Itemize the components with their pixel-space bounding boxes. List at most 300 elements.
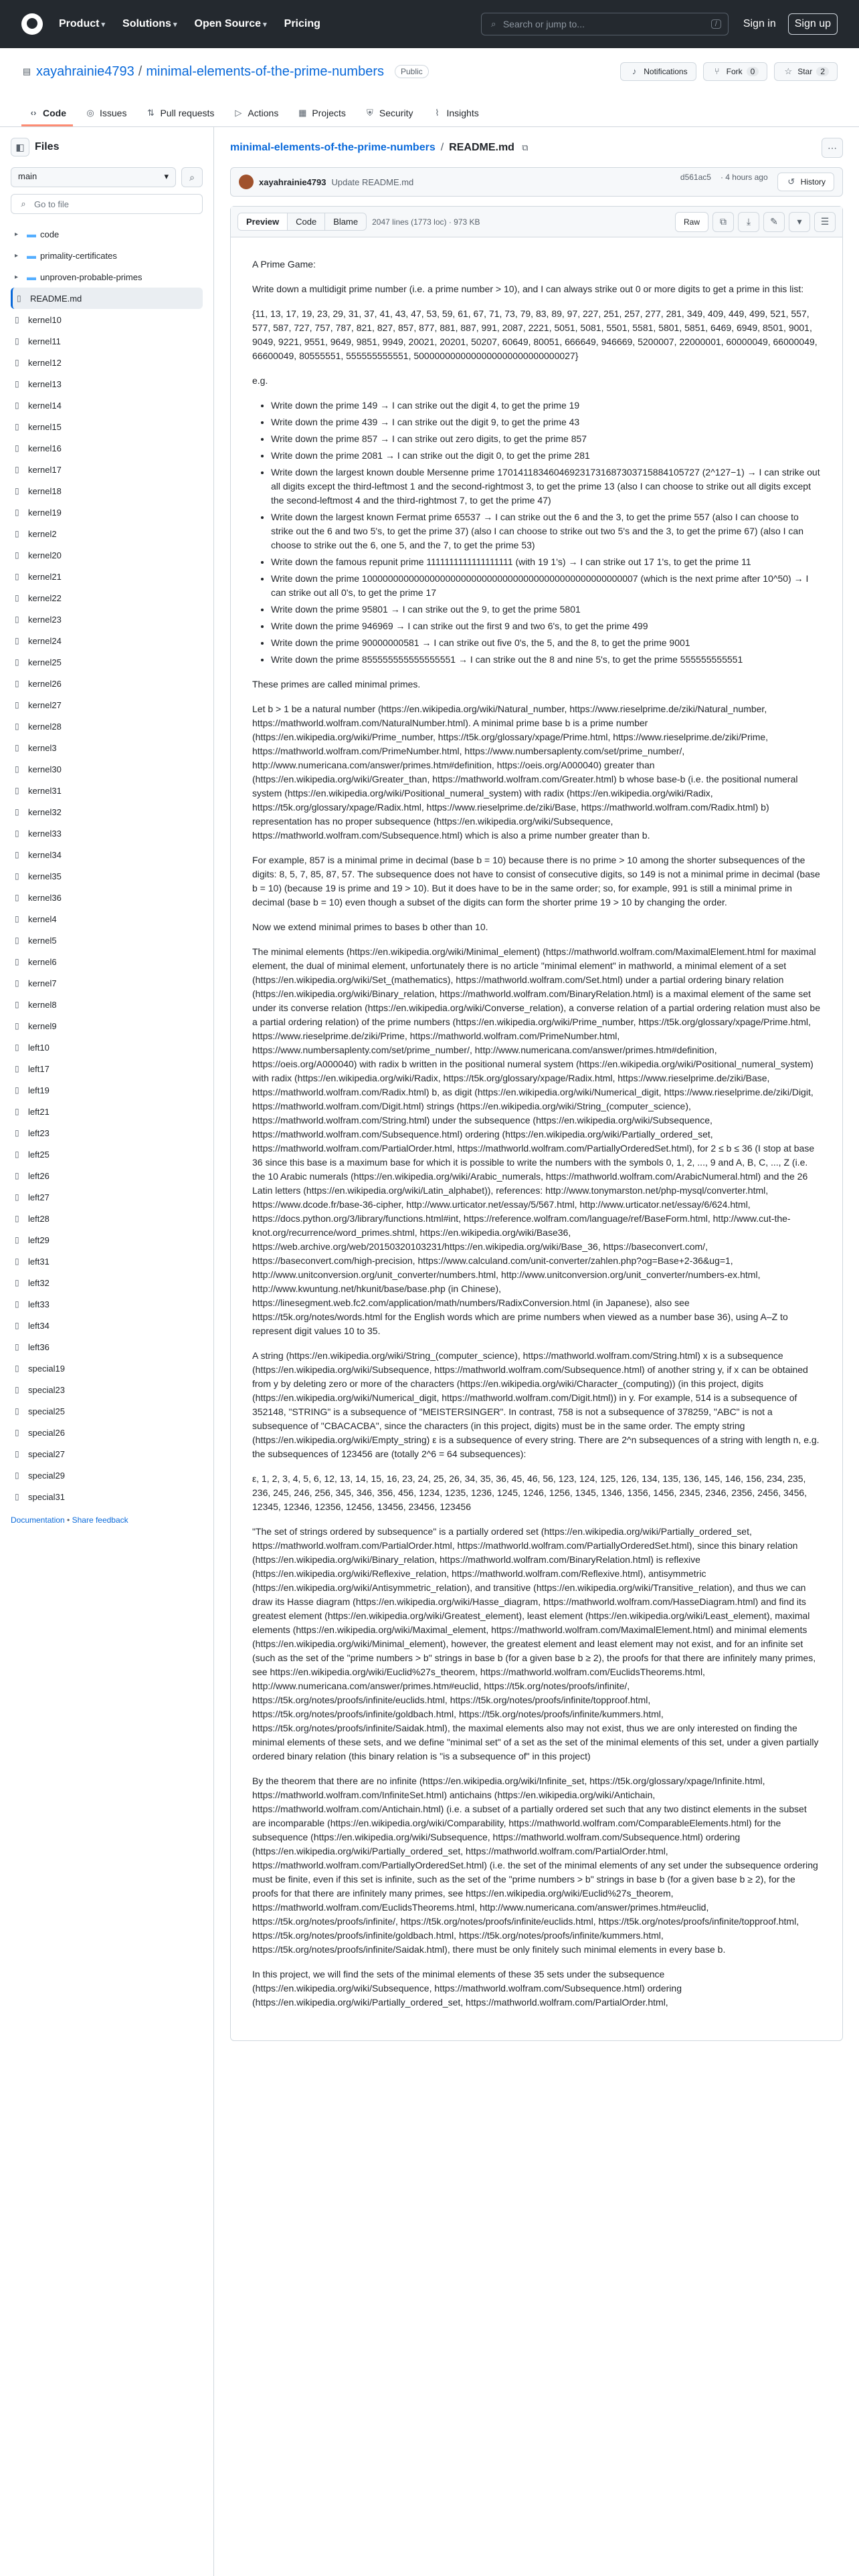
tree-file[interactable] (11, 737, 203, 758)
file-icon: ▯ (15, 1107, 19, 1116)
outline-icon[interactable]: ☰ (814, 212, 836, 232)
nav-product[interactable]: Product ▾ (59, 18, 105, 30)
tree-file[interactable] (11, 1122, 203, 1144)
tree-file-label: kernel3 (28, 742, 57, 753)
tree-file-label: special27 (28, 1448, 65, 1459)
file-icon: ▯ (15, 1214, 19, 1223)
file-icon: ▯ (15, 871, 19, 881)
commit-sha[interactable]: d561ac5 (680, 173, 711, 182)
file-icon: ▯ (15, 1449, 19, 1459)
file-icon: ▯ (15, 764, 19, 774)
more-options-icon[interactable]: ⋯ (822, 138, 843, 158)
tree-file-label: left36 (28, 1341, 50, 1352)
file-icon: ▯ (15, 422, 19, 431)
star-count: 2 (816, 67, 829, 76)
sidebar-footer (11, 1515, 203, 1525)
file-icon: ▯ (15, 615, 19, 624)
file-icon: ▯ (15, 1235, 19, 1245)
list-item: • Write down the prime 2081 → I can strike out the digit 0, to get the prime 281 (271, 449, 821, 463)
repo-name-link[interactable]: minimal-elements-of-the-prime-numbers (146, 64, 384, 79)
tab-label: Code (43, 108, 66, 118)
tree-folder[interactable] (11, 223, 203, 245)
tree-file-label: left17 (28, 1063, 50, 1074)
copy-icon[interactable]: ⧉ (712, 212, 734, 232)
tree-file-label: left33 (28, 1299, 50, 1309)
notifications-label: Notifications (644, 67, 688, 76)
notifications-button[interactable] (620, 62, 696, 81)
commit-message[interactable]: Update README.md (331, 177, 414, 187)
tree-file[interactable] (11, 1229, 203, 1251)
tree-file-label: kernel33 (28, 828, 62, 839)
code-icon: ‹› (30, 108, 37, 118)
global-header (0, 0, 859, 48)
tree-file[interactable] (11, 651, 203, 673)
sidebar-title: Files (35, 141, 60, 152)
example-list (271, 399, 821, 667)
tree-file-label: kernel17 (28, 464, 62, 475)
tree-file[interactable] (11, 330, 203, 352)
file-icon: ▯ (15, 850, 19, 859)
tree-file[interactable] (11, 823, 203, 844)
github-logo-icon[interactable] (21, 13, 43, 35)
file-icon: ▯ (15, 1085, 19, 1095)
tree-file-label: README.md (30, 293, 82, 304)
paragraph: For example, 857 is a minimal prime in decimal (base b = 10) because there is no prime > 10 among the shorter subsequences of the digits: 8, 5, 7, 85, 87, 57. The subsequence does not have to consist of consecutive digits, so 149 is not a minimal prime in decimal (base b = 10) (because 19 is prime and 19 > 10). But it does have to be in the same order; so, for example, 991 is still a minimal prime in decimal (base b = 10) even though a subset of the digits can form the shorter prime 19 > 10 by changing the order. (252, 855, 820, 907)
tree-file-label: kernel6 (28, 956, 57, 967)
tree-file[interactable] (11, 1315, 203, 1336)
list-item: • Write down the prime 10000000000000000000000000000000000000000000000000007 (which is the next prime after 10^50) → I can strike out all 0's, to get the prime 17 (271, 572, 821, 600)
tree-file[interactable] (11, 288, 203, 309)
tree-file-label: left26 (28, 1170, 50, 1181)
table-icon: ▦ (298, 108, 307, 118)
tree-file-label: left32 (28, 1277, 50, 1288)
file-icon: ▯ (15, 1428, 19, 1437)
file-icon: ▯ (15, 358, 19, 367)
tree-file-label: left27 (28, 1192, 50, 1202)
tree-file-label: kernel26 (28, 678, 62, 689)
file-icon: ▯ (15, 829, 19, 838)
tree-file[interactable] (11, 1208, 203, 1229)
readme-content (231, 237, 842, 2040)
tree-file-label: kernel9 (28, 1021, 57, 1031)
tree-folder-label: unproven-probable-primes (40, 272, 142, 282)
tree-file[interactable] (11, 1165, 203, 1186)
pull-request-icon: ⇅ (147, 108, 155, 118)
fork-count: 0 (747, 67, 759, 76)
tab-insights[interactable] (425, 108, 485, 126)
file-icon: ▯ (15, 743, 19, 752)
tree-file[interactable] (11, 1293, 203, 1315)
tree-file[interactable] (11, 780, 203, 801)
file-tree-sidebar (0, 127, 214, 2576)
file-icon: ▯ (15, 508, 19, 517)
list-item: • Write down the prime 90000000581 → I can strike out five 0's, the 5, and the 8, to get the prime 9001 (271, 636, 821, 650)
tree-file-label: kernel27 (28, 700, 62, 710)
tree-file[interactable] (11, 887, 203, 908)
tree-file[interactable] (11, 758, 203, 780)
tree-folder[interactable] (11, 245, 203, 266)
tree-file-label: kernel28 (28, 721, 62, 732)
tree-file-label: left21 (28, 1106, 50, 1117)
tree-file[interactable] (11, 801, 203, 823)
graph-icon: ⌇ (435, 108, 440, 118)
tree-file-label: kernel25 (28, 657, 62, 667)
tree-file[interactable] (11, 523, 203, 544)
file-icon: ▯ (15, 336, 19, 346)
tree-file[interactable] (11, 1465, 203, 1486)
paragraph: Now we extend minimal primes to bases b other than 10. (252, 922, 488, 932)
repo-tabs (0, 95, 859, 127)
file-icon: ▯ (15, 914, 19, 924)
file-meta: 2047 lines (1773 loc) · 973 KB (372, 217, 480, 227)
paragraph: By the theorem that there are no infinite (https://en.wikipedia.org/wiki/Infinite_set, https://t5k.org/glossary/xpage/Infinite.html, https://mathworld.wolfram.com/InfiniteSet.html) antichains (https://en.wikipedia.org/wiki/Antichain, https://mathworld.wolfram.com/Antichain.html) (i.e. a subset of a partially ordered set such that any two distinct elements in the subset are incomparable (https://en.wikipedia.org/wiki/Comparability, https://mathworld.wolfram.com/ComparableElements.html) for the subsequence (https://en.wikipedia.org/wiki/Subsequence, https://mathworld.wolfram.com/Subsequence.html) ordering (https://en.wikipedia.org/wiki/Partially_ordered_set, https://mathworld.wolfram.com/PartialOrder.html, https://mathworld.wolfram.com/PartiallyOrderedSet.html) (i.e. the set of the minimal elements of any set under the subsequence ordering must be finite, even if this set is infinite, such as the set of the "prime numbers > b" strings in base b (for a given base b ≥ 2), for the proofs for that there are infinitely many primes, see https://en.wikipedia.org/wiki/Euclid%27s_theorem, https://mathworld.wolfram.com/EuclidsTheorems.html, http://www.numericana.com/answer/primes.htm#euclid, https://t5k.org/notes/proofs/infinite/, https://t5k.org/notes/proofs/infinite/euclids.html, https://t5k.org/notes/proofs/infinite/topproof.html, https://t5k.org/notes/proofs/infinite/goldbach.html, https://t5k.org/notes/proofs/infinite/kummers.html, https://t5k.org/notes/proofs/infinite/Saidak.html), there must be only finitely such minimal elements in every base b. (252, 1776, 818, 1955)
tree-file[interactable] (11, 1251, 203, 1272)
file-icon: ▯ (15, 679, 19, 688)
tree-file[interactable] (11, 673, 203, 694)
tree-file[interactable] (11, 1186, 203, 1208)
search-icon[interactable]: ⌕ (181, 167, 203, 187)
tree-file[interactable] (11, 1058, 203, 1079)
tree-file[interactable] (11, 459, 203, 480)
issue-icon: ◎ (86, 108, 94, 118)
tab-label: Pull requests (160, 108, 215, 118)
repo-icon: ▤ (22, 66, 31, 76)
tree-file-label: left23 (28, 1128, 50, 1138)
tab-code[interactable] (21, 108, 73, 126)
file-icon: ▯ (15, 593, 19, 603)
tree-file[interactable] (11, 566, 203, 587)
tree-file[interactable] (11, 630, 203, 651)
fork-icon: ⑂ (714, 66, 720, 76)
repo-header (0, 48, 859, 95)
file-icon: ▯ (15, 1043, 19, 1052)
file-icon: ▯ (15, 657, 19, 667)
tree-file-label: kernel32 (28, 807, 62, 817)
tree-file-label: kernel2 (28, 528, 57, 539)
list-item: • Write down the prime 439 → I can strike out the digit 9, to get the prime 43 (271, 415, 821, 429)
tree-file-label: kernel34 (28, 849, 62, 860)
tree-file-label: left34 (28, 1320, 50, 1331)
view-mode-toggle (237, 213, 367, 231)
tree-file-label: special31 (28, 1491, 65, 1502)
search-shortcut: / (711, 19, 721, 29)
file-icon: ▯ (15, 315, 19, 324)
tree-file[interactable] (11, 1400, 203, 1422)
file-icon: ▯ (15, 722, 19, 731)
repo-title (21, 64, 429, 80)
file-icon: ▯ (15, 1128, 19, 1138)
share-feedback-link[interactable]: Share feedback (72, 1515, 128, 1525)
tree-file[interactable] (11, 1443, 203, 1465)
footer-separator: • (64, 1515, 72, 1525)
tree-file[interactable] (11, 844, 203, 865)
tree-file[interactable] (11, 930, 203, 951)
tree-file[interactable] (11, 373, 203, 395)
tree-file-label: kernel24 (28, 635, 62, 646)
tree-file-label: kernel31 (28, 785, 62, 796)
tree-file[interactable] (11, 1336, 203, 1358)
shield-icon: ⛨ (367, 108, 373, 118)
tree-file[interactable] (11, 908, 203, 930)
tree-folder-label: primality-certificates (40, 250, 117, 261)
list-item: • Write down the prime 855555555555555551 → I can strike out the 8 and nine 5's, to get the prime 555555555551 (271, 653, 821, 667)
tree-file-label: kernel22 (28, 593, 62, 603)
tree-file-label: kernel14 (28, 400, 62, 411)
tree-file-label: kernel18 (28, 486, 62, 496)
paragraph: The minimal elements (https://en.wikipedia.org/wiki/Minimal_element) (https://mathworld.wolfram.com/MaximalElement.html for maximal element, the dual of minimal element, unfortunately there is no article "minimal element" in mathworld, a minimal element of a set (https://en.wikipedia.org/wiki/Set_(mathematics), https://mathworld.wolfram.com/Set.html) under a partial ordering binary relation (https://en.wikipedia.org/wiki/Binary_relation, https://mathworld.wolfram.com/BinaryRelation.html) is a maximal element of the same set under its converse relation (https://en.wikipedia.org/wiki/Converse_relation), a converse relation of a partial ordering relation must also be a partial ordering relation) of the prime numbers (https://en.wikipedia.org/wiki/Prime_number, https://t5k.org/glossary/xpage/Prime.html, https://www.rieselprime.de/ziki/Prime, https://mathworld.wolfram.com/PrimeNumber.html, https://www.numbersaplenty.com/set/prime_number/, http://www.numericana.com/answer/primes.htm#definition, https://oeis.org/A000040) with radix b written in the positional numeral system (https://en.wikipedia.org/wiki/Positional_numeral_system) with radix (https://en.wikipedia.org/wiki/Radix, https://t5k.org/glossary/xpage/Radix.html, https://www.rieselprime.de/ziki/Base, https://mathworld.wolfram.com/Radix.html) b, as digit (https://en.wikipedia.org/wiki/Numerical_digit, https://www.rieselprime.de/ziki/Digit, https://mathworld.wolfram.com/Digit.html) strings (https://en.wikipedia.org/wiki/String_(computer_science), https://mathworld.wolfram.com/String.html) under the subsequence (https://en.wikipedia.org/wiki/Subsequence, https://mathworld.wolfram.com/Subsequence.html) ordering (https://en.wikipedia.org/wiki/Partially_ordered_set, https://mathworld.wolfram.com/PartialOrder.html, https://mathworld.wolfram.com/PartiallyOrderedSet.html), for 2 ≤ b ≤ 36 (I stop at base 36 since this base is a maximum base for which it is possible to write the numbers with the symbols 0, 1, 2, ..., 9 and A, B, C, ..., Z (i.e. the 10 Arabic numerals (https://en.wikipedia.org/wiki/Arabic_numerals, https://mathworld.wolfram.com/ArabicNumeral.html) and the 26 Latin letters (https://en.wikipedia.org/wiki/Latin_alphabet)), references: http://www.tonymarston.net/php-mysql/converter.html, https://www.dcode.fr/base-36-cipher, http://www.urticator.net/essay/5/567.html, http://www.urticator.net/essay/6/624.html, https://docs.python.org/3/library/functions.html#int, https://reference.wolfram.com/language/ref/BaseForm.html, http://www.cut-the-knot.org/recurrence/word_primes.shtml, https://en.wikipedia.org/wiki/Base36, https://web.archive.org/web/20150320103231/https://en.wikipedia.org/wiki/Base_36, https://baseconvert.com/, https://baseconvert.com/high-precision, https://www.calculand.com/unit-converter/zahlen.php?og=Base+2-36&ug=1, http://www.unitconversion.org/unit_converter/numbers.html, http://www.unitconversion.org/unit_converter/numbers-ex.html, http://www.kwuntung.net/hkunit/base/base.php (in Chinese), https://linesegment.web.fc2.com/application/math/numbers/RadixConversion.html (in Japanese), also see https://t5k.org/notes/words.html for the English words which are prime numbers when viewed as a number base 36), using A–Z to represent digit values 10 to 35. (252, 946, 820, 1336)
file-icon: ▯ (15, 465, 19, 474)
tree-file-label: kernel13 (28, 379, 62, 389)
tree-file[interactable] (11, 1079, 203, 1101)
repo-owner-link[interactable]: xayahrainie4793 (36, 64, 134, 79)
tree-file-label: kernel19 (28, 507, 62, 518)
search-icon: ⌕ (491, 19, 496, 29)
tree-file[interactable] (11, 972, 203, 994)
tab-pull-requests[interactable] (138, 108, 221, 126)
paragraph: Let b > 1 be a natural number (https://en.wikipedia.org/wiki/Natural_number, https://www.rieselprime.de/ziki/Natural_number, https://mathworld.wolfram.com/NaturalNumber.html). A minimal prime base b is a prime number (https://en.wikipedia.org/wiki/Prime_number, https://t5k.org/glossary/xpage/Prime.html, https://www.rieselprime.de/ziki/Prime, https://mathworld.wolfram.com/PrimeNumber.html, https://www.numbersaplenty.com/set/prime_number/, http://www.numericana.com/answer/primes.htm#definition, https://oeis.org/A000040) greater than (https://en.wikipedia.org/wiki/Greater_than, https://mathworld.wolfram.com/Greater.html) b whose base-b (i.e. the positional numeral system (https://en.wikipedia.org/wiki/Positional_numeral_system) with radix (https://en.wikipedia.org/wiki/Radix, https://t5k.org/glossary/xpage/Radix.html, https://www.rieselprime.de/ziki/Base, https://mathworld.wolfram.com/Radix.html) b) representation has no proper subsequence (https://en.wikipedia.org/wiki/Subsequence, https://mathworld.wolfram.com/Subsequence.html) which is also a prime number greater than b. (252, 704, 798, 841)
tree-file-label: kernel7 (28, 978, 57, 988)
tab-security[interactable] (358, 108, 420, 126)
tab-projects[interactable] (290, 108, 353, 126)
search-icon: ⌕ (21, 199, 26, 209)
history-icon: ↺ (787, 177, 795, 187)
file-icon: ▯ (15, 786, 19, 795)
tree-file-label: kernel23 (28, 614, 62, 625)
tab-label: Issues (100, 108, 127, 118)
file-icon: ▯ (15, 1064, 19, 1073)
tree-file[interactable] (11, 352, 203, 373)
file-icon: ▯ (15, 1406, 19, 1416)
tree-file[interactable] (11, 309, 203, 330)
tree-file[interactable] (11, 544, 203, 566)
breadcrumb (230, 138, 843, 158)
prime-list: {11, 13, 17, 19, 23, 29, 31, 37, 41, 43, 47, 53, 59, 61, 67, 71, 73, 79, 83, 89, 97, 227, 251, 257, 277, 281, 349, 409, 449, 499, 521, 557, 577, 587, 727, 757, 787, 821, 827, 857, 877, 881, 887, 991, 2087, 2221, 5051, 5081, 5501, 5581, 5801, 5851, 6469, 6949, 8501, 9001, 9049, 9221, 9551, 9649, 9851, 9949, 20021, 20201, 50207, 60649, 80051, 666649, 946669, 5200007, 22000001, 60000049, 66000049, 66600049, 80555551, 555555555551, 5000000000000000000000000000027} (252, 308, 818, 361)
tree-file-label: left25 (28, 1149, 50, 1160)
chevron-right-icon: ▸ (15, 251, 19, 259)
tree-file[interactable] (11, 609, 203, 630)
tree-file-label: left28 (28, 1213, 50, 1224)
commit-time: · 4 hours ago (720, 173, 768, 182)
search-input[interactable] (481, 13, 729, 35)
collapse-sidebar-icon[interactable]: ◧ (11, 138, 29, 156)
folder-icon: ▬ (27, 250, 36, 261)
code-tab[interactable]: Code (288, 213, 325, 230)
main-content (214, 127, 859, 2576)
documentation-link[interactable]: Documentation (11, 1515, 65, 1525)
star-button[interactable] (774, 62, 838, 81)
tree-file-label: special29 (28, 1470, 65, 1481)
tree-file-label: left19 (28, 1085, 50, 1095)
chevron-down-icon: ▾ (164, 171, 169, 181)
file-icon: ▯ (15, 443, 19, 453)
list-item: • Write down the prime 946969 → I can strike out the first 9 and two 6's, to get the prime 499 (271, 619, 821, 633)
repo-separator: / (138, 64, 142, 79)
raw-button[interactable]: Raw (675, 212, 708, 232)
paragraph: A string (https://en.wikipedia.org/wiki/String_(computer_science), https://mathworld.wolfram.com/String.html) x is a subsequence (https://en.wikipedia.org/wiki/Subsequence, https://mathworld.wolfram.com/Subsequence.html) of another string y, if x can be obtained from y by deleting zero or more of the characters (https://en.wikipedia.org/wiki/Character_(computing)) (in this project, digits (https://en.wikipedia.org/wiki/Numerical_digit, https://mathworld.wolfram.com/Digit.html)) in y. For example, 514 is a subsequence of 352148, "STRING" is a subsequence of "MEISTERSINGER". In contrast, 758 is not a subsequence of 378259, "ABC" is not a subsequence of "CBACACBA", since the characters (in this project, digits) must be in the same order. The empty string (https://en.wikipedia.org/wiki/Empty_string) ε is a subsequence of every string. There are 2^n subsequences of a string with length n, e.g. the subsequences of 123456 are (totally 2^6 = 64 subsequences): (252, 1350, 820, 1459)
file-icon: ▯ (15, 550, 19, 560)
tree-file-label: kernel35 (28, 871, 62, 881)
commit-author[interactable]: xayahrainie4793 (259, 177, 326, 187)
list-item: • Write down the famous repunit prime 1111111111111111111 (with 19 1's) → I can strike out 17 1's, to get the prime 11 (271, 555, 821, 569)
tree-file[interactable] (11, 395, 203, 416)
tree-file[interactable] (11, 416, 203, 437)
history-label: History (800, 177, 826, 187)
tree-file[interactable] (11, 1379, 203, 1400)
file-icon: ▯ (15, 1171, 19, 1180)
list-item: • Write down the prime 857 → I can strike out zero digits, to get the prime 857 (271, 432, 821, 446)
tree-file-label: special26 (28, 1427, 65, 1438)
file-icon: ▯ (15, 486, 19, 496)
file-icon: ▯ (15, 529, 19, 538)
tree-file-label: kernel21 (28, 571, 62, 582)
sign-up-button[interactable]: Sign up (788, 13, 838, 35)
file-icon: ▯ (15, 572, 19, 581)
tree-file[interactable] (11, 1037, 203, 1058)
file-icon: ▯ (15, 1192, 19, 1202)
tree-file-label: kernel11 (28, 336, 61, 346)
file-icon: ▯ (15, 1278, 19, 1287)
tree-file-label: kernel8 (28, 999, 57, 1010)
file-icon: ▯ (15, 700, 19, 710)
tree-file-label: kernel16 (28, 443, 62, 453)
tree-file[interactable] (11, 1015, 203, 1037)
tree-file-label: special19 (28, 1363, 65, 1374)
file-icon: ▯ (15, 1471, 19, 1480)
go-to-file-input[interactable] (11, 194, 203, 214)
tree-file-label: kernel36 (28, 892, 62, 903)
tree-file-label: left29 (28, 1235, 50, 1245)
folder-icon: ▬ (27, 272, 36, 282)
tree-file[interactable] (11, 1358, 203, 1379)
fork-label: Fork (726, 67, 743, 76)
latest-commit-bar (230, 167, 843, 197)
file-icon: ▯ (15, 401, 19, 410)
tree-folder-label: code (40, 229, 60, 239)
file-icon: ▯ (15, 636, 19, 645)
tree-file-label: kernel15 (28, 421, 62, 432)
download-icon[interactable]: ⤓ (738, 212, 759, 232)
copy-icon[interactable]: ⧉ (522, 142, 529, 152)
tree-file[interactable] (11, 865, 203, 887)
paragraph: e.g. (252, 375, 268, 386)
file-icon: ▯ (15, 379, 19, 389)
branch-selector[interactable] (11, 167, 176, 187)
sign-in-link[interactable]: Sign in (743, 18, 776, 29)
star-icon: ☆ (784, 66, 793, 76)
paragraph: A Prime Game: (252, 259, 316, 270)
file-icon: ▯ (15, 893, 19, 902)
page-layout (0, 127, 859, 2576)
tree-file[interactable] (11, 951, 203, 972)
tab-label: Projects (312, 108, 346, 118)
play-icon: ▷ (235, 108, 242, 118)
file-icon: ▯ (15, 936, 19, 945)
tree-file-label: kernel20 (28, 550, 62, 560)
chevron-down-icon[interactable]: ▾ (789, 212, 810, 232)
tree-file[interactable] (11, 587, 203, 609)
repo-actions (620, 62, 838, 81)
go-to-file-placeholder: Go to file (34, 199, 70, 209)
search-placeholder: Search or jump to... (502, 19, 585, 29)
nav-solutions[interactable]: Solutions ▾ (122, 18, 177, 30)
breadcrumb-separator: / (440, 142, 444, 153)
breadcrumb-file: README.md (449, 142, 514, 153)
file-icon: ▯ (15, 1299, 19, 1309)
tree-file-label: left31 (28, 1256, 50, 1267)
avatar[interactable] (239, 175, 254, 189)
tree-file[interactable] (11, 480, 203, 502)
tree-file[interactable] (11, 437, 203, 459)
file-icon: ▯ (15, 1492, 19, 1501)
star-label: Star (797, 67, 813, 76)
tree-file[interactable] (11, 694, 203, 716)
tree-file[interactable] (11, 502, 203, 523)
paragraph: These primes are called minimal primes. (252, 679, 421, 689)
visibility-badge: Public (395, 65, 429, 78)
folder-icon: ▬ (27, 229, 36, 239)
tree-file-label: kernel10 (28, 314, 62, 325)
tab-label: Security (379, 108, 413, 118)
blame-tab[interactable]: Blame (333, 217, 359, 227)
paragraph: "The set of strings ordered by subsequence" is a partially ordered set (https://en.wikipedia.org/wiki/Partially_ordered_set, https://mathworld.wolfram.com/PartialOrder.html, https://mathworld.wolfram.com/PartiallyOrderedSet.html), since this binary relation (https://en.wikipedia.org/wiki/Binary_relation, https://mathworld.wolfram.com/BinaryRelation.html) is reflexive (https://en.wikipedia.org/wiki/Reflexive_relation, https://mathworld.wolfram.com/Reflexive.html), antisymmetric (https://en.wikipedia.org/wiki/Antisymmetric_relation), and transitive (https://en.wikipedia.org/wiki/Transitive_relation), and thus we can draw its Hasse diagram (https://en.wikipedia.org/wiki/Hasse_diagram, https://mathworld.wolfram.com/HasseDiagram.html) and find its greatest element (https://en.wikipedia.org/wiki/Greatest_element), least element (https://en.wikipedia.org/wiki/Least_element), maximal elements (https://en.wikipedia.org/wiki/Maximal_element, https://mathworld.wolfram.com/MaximalElement.html) and minimal elements (https://en.wikipedia.org/wiki/Minimal_element), however, the greatest element and least element may not exist, and for an infinite set (such as the set of the "prime numbers > b" strings in base b (for a given base b ≥ 2), the proofs for that there are infinitely many primes, see https://en.wikipedia.org/wiki/Euclid%27s_theorem, https://mathworld.wolfram.com/EuclidsTheorems.html, http://www.numericana.com/answer/primes.htm#euclid, https://t5k.org/notes/proofs/infinite/, https://t5k.org/notes/proofs/infinite/euclids.html, https://t5k.org/notes/proofs/infinite/topproof.html, https://t5k.org/notes/proofs/infinite/goldbach.html, https://t5k.org/notes/proofs/infinite/kummers.html, https://t5k.org/notes/proofs/infinite/Saidak.html), the maximal elements also may not exist, thus we are only interested on finding the minimal elements of these sets, and we define "minimal set" of a set as the set of the minimal elements of this set, under a given partially ordered binary relation (this binary relation is "is a subsequence of" in this project) (252, 1526, 819, 1761)
file-icon: ▯ (15, 1364, 19, 1373)
tree-file[interactable] (11, 1422, 203, 1443)
file-icon: ▯ (17, 294, 21, 303)
branch-name: main (18, 171, 37, 181)
fork-button[interactable] (703, 62, 768, 81)
edit-icon[interactable]: ✎ (763, 212, 785, 232)
breadcrumb-repo-link[interactable]: minimal-elements-of-the-prime-numbers (230, 142, 436, 153)
file-icon: ▯ (15, 1257, 19, 1266)
preview-tab[interactable]: Preview (238, 213, 288, 230)
tab-issues[interactable] (78, 108, 133, 126)
file-icon: ▯ (15, 1021, 19, 1031)
file-viewer (230, 206, 843, 2041)
list-item: • Write down the largest known Fermat prime 65537 → I can strike out the 6 and the 3, to get the prime 557 (also I can choose to strike out the 6 and two 5's, to get the prime 37) (also I can choose to strike out two 5's and the 3, to get the prime 67) (also I can choose to strike out the 6, one 5, and the 7, to get the prime 53) (271, 510, 821, 552)
global-nav (59, 18, 320, 30)
history-button[interactable] (777, 173, 834, 191)
tree-file[interactable] (11, 1144, 203, 1165)
list-item: • Write down the prime 149 → I can strike out the digit 4, to get the prime 19 (271, 399, 821, 413)
nav-open-source[interactable]: Open Source ▾ (195, 18, 267, 30)
paragraph: ε, 1, 2, 3, 4, 5, 6, 12, 13, 14, 15, 16, 23, 24, 25, 26, 34, 35, 36, 45, 46, 56, 123, 124, 125, 126, 134, 135, 136, 145, 146, 156, 234, 235, 236, 245, 246, 256, 345, 346, 356, 456, 1234, 1235, 1236, 1245, 1246, 1256, 1345, 1346, 1356, 1456, 2345, 2346, 2356, 2456, 3456, 12345, 12346, 12356, 12456, 13456, 23456, 123456 (252, 1473, 807, 1512)
tree-file[interactable] (11, 1101, 203, 1122)
file-icon: ▯ (15, 957, 19, 966)
tree-folder[interactable] (11, 266, 203, 288)
file-icon: ▯ (15, 1385, 19, 1394)
file-icon: ▯ (15, 1150, 19, 1159)
tab-label: Actions (248, 108, 279, 118)
sidebar-header (11, 138, 203, 156)
chevron-right-icon: ▸ (15, 273, 19, 281)
tree-file[interactable] (11, 716, 203, 737)
tree-file[interactable] (11, 1272, 203, 1293)
tree-file-label: left10 (28, 1042, 50, 1053)
tree-file-label: kernel12 (28, 357, 62, 368)
chevron-right-icon: ▸ (15, 230, 19, 238)
file-icon: ▯ (15, 978, 19, 988)
tree-file[interactable] (11, 1486, 203, 1507)
tree-file[interactable] (11, 994, 203, 1015)
file-icon: ▯ (15, 1000, 19, 1009)
file-icon: ▯ (15, 1342, 19, 1352)
tab-label: Insights (446, 108, 479, 118)
nav-pricing[interactable]: Pricing (284, 18, 320, 29)
tab-actions[interactable] (226, 108, 285, 126)
list-item: • Write down the prime 95801 → I can strike out the 9, to get the prime 5801 (271, 603, 821, 617)
paragraph: Write down a multidigit prime number (i.e. a prime number > 10), and I can always strike out 0 or more digits to get a prime in this list: (252, 284, 804, 294)
file-icon: ▯ (15, 807, 19, 817)
